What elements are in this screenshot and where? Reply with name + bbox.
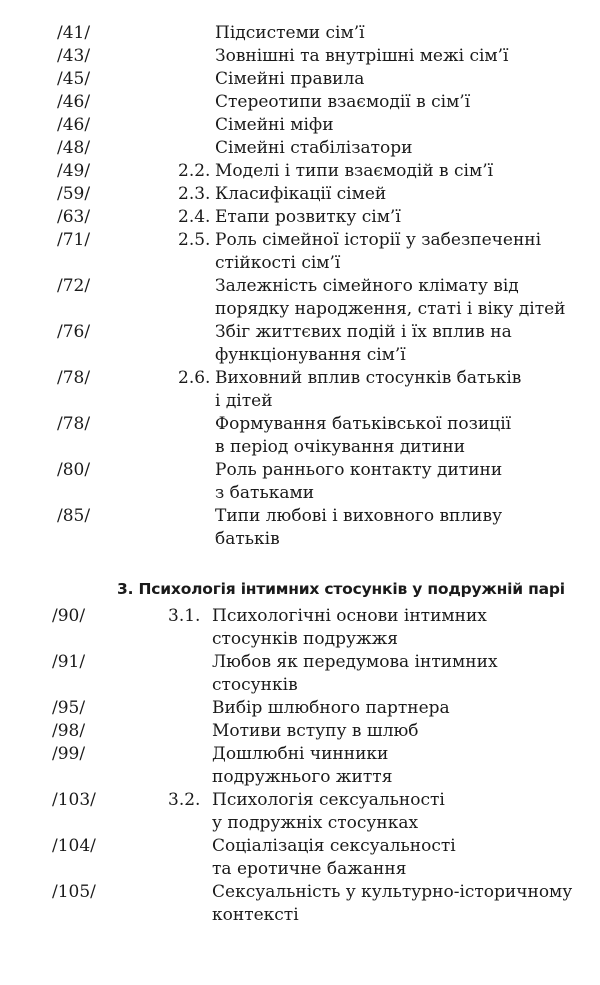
toc-section-number: 2.4.: [178, 207, 211, 227]
toc-page-number: /105/: [52, 882, 96, 902]
toc-entry-title: Виховний вплив стосунків батьків і дітей: [215, 368, 522, 411]
toc-page-number: /90/: [52, 606, 86, 626]
toc-page-number: /43/: [57, 46, 91, 66]
toc-entry-title: Психологія сексуальності у подружніх стосунках: [212, 790, 445, 833]
toc-page-number: /104/: [52, 836, 96, 856]
toc-entry-title: Формування батьківської позиції в період очікування дитини: [215, 414, 512, 457]
toc-entry-title: Підсистеми сім’ї: [215, 23, 365, 43]
toc-entry-title: Зовнішні та внутрішні межі сім’ї: [215, 46, 509, 66]
toc-page-number: /78/: [57, 414, 91, 434]
toc-entry-title: Залежність сімейного клімату від порядку народження, статі і віку дітей: [215, 276, 566, 319]
toc-entry-title: Любов як передумова інтимних стосунків: [212, 652, 498, 695]
toc-entry-title: Роль сімейної історії у забезпеченні стійкості сім’ї: [215, 230, 542, 273]
toc-entry-title: Збіг життєвих подій і їх вплив на функціонування сім’ї: [215, 322, 512, 365]
toc-page-number: /46/: [57, 92, 91, 112]
toc-entry-title: Дошлюбні чинники подружнього життя: [212, 744, 393, 787]
toc-entry-title: Етапи розвитку сім’ї: [215, 207, 401, 227]
toc-page-number: /80/: [57, 460, 91, 480]
toc-entry-title: Сімейні стабілізатори: [215, 138, 413, 158]
toc-entry-title: Моделі і типи взаємодій в сім’ї: [215, 161, 494, 181]
toc-entry-title: Роль раннього контакту дитини з батьками: [215, 460, 503, 503]
toc-entry-title: Класифікації сімей: [215, 184, 387, 204]
toc-section-number: 2.3.: [178, 184, 211, 204]
toc-section-number: 2.6.: [178, 368, 211, 388]
toc-entry-title: Психологічні основи інтимних стосунків подружжя: [212, 606, 487, 649]
toc-section-number: 2.5.: [178, 230, 211, 250]
toc-section-number: 3.1.: [168, 606, 201, 626]
toc-entry-title: Вибір шлюбного партнера: [212, 698, 450, 718]
toc-entry-title: Мотиви вступу в шлюб: [212, 721, 419, 741]
toc-page-number: /85/: [57, 506, 91, 526]
toc-entry-title: Сімейні міфи: [215, 115, 334, 135]
toc-page-number: /91/: [52, 652, 86, 672]
toc-page-number: /48/: [57, 138, 91, 158]
toc-section-number: 2.2.: [178, 161, 211, 181]
toc-page-number: /59/: [57, 184, 91, 204]
toc-page-number: /103/: [52, 790, 96, 810]
toc-section-number: 3.2.: [168, 790, 201, 810]
toc-page-number: /46/: [57, 115, 91, 135]
toc-page-number: /71/: [57, 230, 91, 250]
toc-page-number: /49/: [57, 161, 91, 181]
toc-page-number: /41/: [57, 23, 91, 43]
toc-page-number: /78/: [57, 368, 91, 388]
section-3-heading: 3. Психологія інтимних стосунків у подружній парі: [117, 580, 565, 598]
toc-entry-title: Стереотипи взаємодії в сім’ї: [215, 92, 471, 112]
toc-entry-title: Сексуальність у культурно-історичному контексті: [212, 882, 573, 925]
toc-page-number: /95/: [52, 698, 86, 718]
toc-page-number: /98/: [52, 721, 86, 741]
toc-entry-title: Сімейні правила: [215, 69, 365, 89]
toc-page-number: /99/: [52, 744, 86, 764]
toc-page-number: /63/: [57, 207, 91, 227]
toc-page-number: /76/: [57, 322, 91, 342]
toc-page-number: /72/: [57, 276, 91, 296]
toc-entry-title: Типи любові і виховного впливу батьків: [215, 506, 503, 549]
toc-entry-title: Соціалізація сексуальності та еротичне бажання: [212, 836, 456, 879]
toc-page-number: /45/: [57, 69, 91, 89]
